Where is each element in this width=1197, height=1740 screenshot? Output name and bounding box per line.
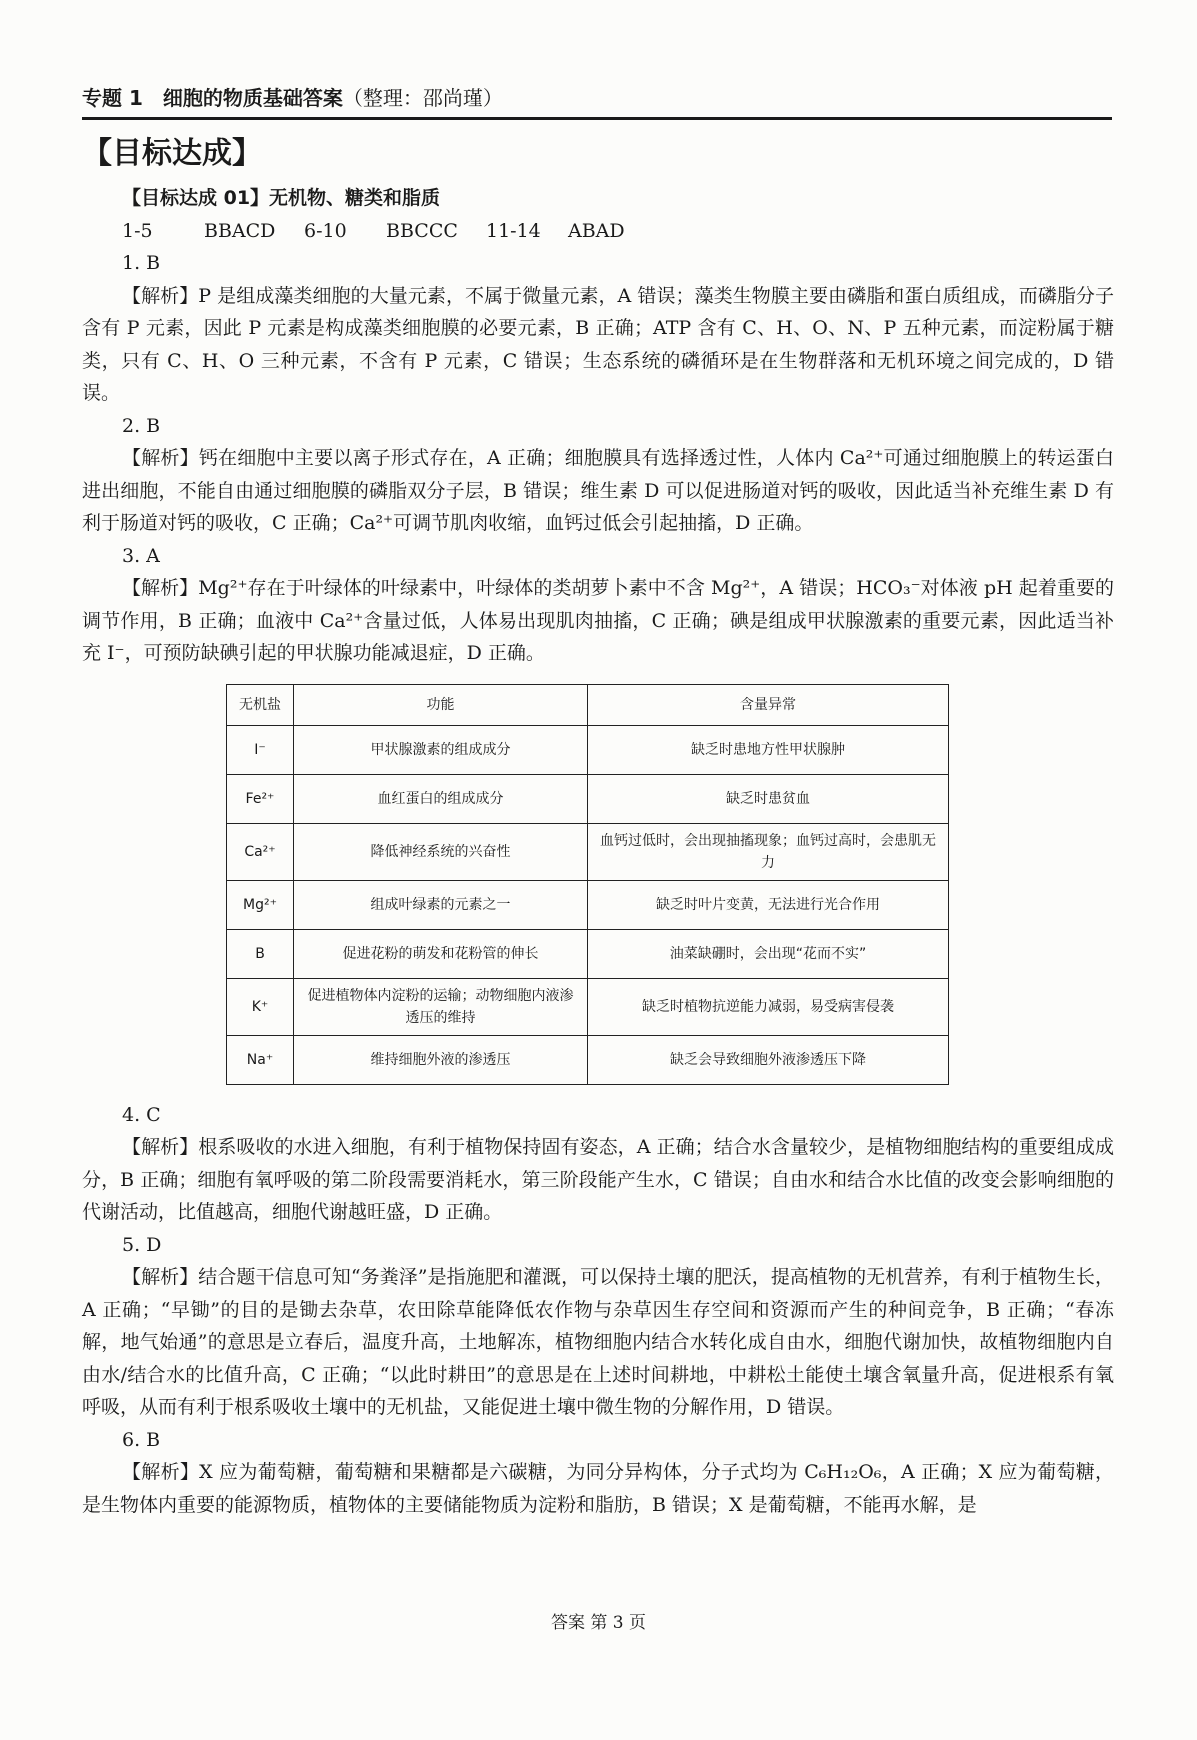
table-cell: 促进植物体内淀粉的运输；动物细胞内液渗透压的维持 xyxy=(294,978,588,1035)
page-header xyxy=(82,82,1112,120)
table-row xyxy=(227,880,949,929)
item-explanation: 【解析】结合题干信息可知“务粪泽”是指施肥和灌溉，可以保持土壤的肥沃，提高植物的无机营养，有利于植物生长，A 正确；“早锄”的目的是锄去杂草，农田除草能降低农作物与杂草因生存空间和资源而产生的种间竞争，B 正确；“春冻解，地气始通”的意思是立春后，温度升高，土地解冻，植物细胞内结合水转化成自由水，细胞代谢加快，故植物细胞内自由水/结合水的比值升高，C 正确；“以此时耕田”的意思是在上述时间耕地，中耕松土能使土壤含氧量升高，促进根系有氧呼吸，从而有利于根系吸收土壤中的无机盐，又能促进土壤中微生物的分解作用，D 错误。 xyxy=(82,1266,1114,1418)
answer-range: 1-5 xyxy=(122,219,153,242)
header-note: （整理：邵尚瑾） xyxy=(342,86,503,110)
item-explanation: 【解析】X 应为葡萄糖，葡萄糖和果糖都是六碳糖，为同分异构体，分子式均为 C₆H₁₂O₆，A 正确；X 应为葡萄糖，是生物体内重要的能源物质，植物体的主要储能物质为淀粉和脂肪，B 错误；X 是葡萄糖，不能再水解，是 xyxy=(82,1461,1114,1516)
table-header: 无机盐 xyxy=(227,684,294,725)
table-cell: B xyxy=(227,929,294,978)
table-row xyxy=(227,1035,949,1084)
answer-range: 11-14 xyxy=(486,219,541,242)
item-number: 4. C xyxy=(122,1103,161,1126)
table-cell: 甲状腺激素的组成成分 xyxy=(294,725,588,774)
item-number: 3. A xyxy=(122,544,160,567)
document-body xyxy=(82,182,1114,1521)
table-row xyxy=(227,774,949,823)
answer-letters: BBCCC xyxy=(386,219,458,242)
answer-letters: ABAD xyxy=(568,219,625,242)
table-header: 含量异常 xyxy=(588,684,949,725)
table-cell: 降低神经系统的兴奋性 xyxy=(294,823,588,880)
table-cell: 维持细胞外液的渗透压 xyxy=(294,1035,588,1084)
table-cell: Na⁺ xyxy=(227,1035,294,1084)
item-explanation: 【解析】P 是组成藻类细胞的大量元素，不属于微量元素，A 错误；藻类生物膜主要由磷脂和蛋白质组成，而磷脂分子含有 P 元素，因此 P 元素是构成藻类细胞膜的必要元素，B 正确；ATP 含有 C、H、O、N、P 五种元素，而淀粉属于糖类，只有 C、H、O 三种元素，不含有 P 元素，C 错误；生态系统的磷循环是在生物群落和无机环境之间完成的，D 错误。 xyxy=(82,284,1114,404)
table-header: 功能 xyxy=(294,684,588,725)
table-cell: 促进花粉的萌发和花粉管的伸长 xyxy=(294,929,588,978)
table-cell: 缺乏时患地方性甲状腺肿 xyxy=(588,725,949,774)
item-explanation: 【解析】钙在细胞中主要以离子形式存在，A 正确；细胞膜具有选择透过性，人体内 Ca²⁺可通过细胞膜上的转运蛋白进出细胞，不能自由通过细胞膜的磷脂双分子层，B 错误；维生素 D 可以促进肠道对钙的吸收，因此适当补充维生素 D 有利于肠道对钙的吸收，C 正确；Ca²⁺可调节肌肉收缩，血钙过低会引起抽搐，D 正确。 xyxy=(82,447,1114,534)
item-explanation: 【解析】根系吸收的水进入细胞，有利于植物保持固有姿态，A 正确；结合水含量较少，是植物细胞结构的重要组成成分，B 正确；细胞有氧呼吸的第二阶段需要消耗水，第三阶段能产生水，C 错误；自由水和结合水比值的改变会影响细胞的代谢活动，比值越高，细胞代谢越旺盛，D 正确。 xyxy=(82,1136,1114,1223)
item-number: 5. D xyxy=(122,1233,162,1256)
table-cell: Ca²⁺ xyxy=(227,823,294,880)
table-cell: 血红蛋白的组成成分 xyxy=(294,774,588,823)
table-cell: 缺乏会导致细胞外液渗透压下降 xyxy=(588,1035,949,1084)
table-cell: 缺乏时植物抗逆能力减弱，易受病害侵袭 xyxy=(588,978,949,1035)
table-row xyxy=(227,929,949,978)
inorganic-salts-table xyxy=(226,684,949,1085)
page-footer: 答案 第 3 页 xyxy=(550,1613,647,1633)
item-number: 6. B xyxy=(122,1428,161,1451)
table-cell: I⁻ xyxy=(227,725,294,774)
table-cell: 缺乏时叶片变黄，无法进行光合作用 xyxy=(588,880,949,929)
answer-letters: BBACD xyxy=(204,219,276,242)
table-row xyxy=(227,725,949,774)
table-cell: 油菜缺硼时，会出现“花而不实” xyxy=(588,929,949,978)
header-title: 专题 1 细胞的物质基础答案 xyxy=(82,86,343,110)
item-number: 1. B xyxy=(122,252,161,274)
table-cell: Mg²⁺ xyxy=(227,880,294,929)
table-cell: K⁺ xyxy=(227,978,294,1035)
table-header-row xyxy=(227,684,949,725)
answer-range: 6-10 xyxy=(304,219,347,242)
item-explanation: 【解析】Mg²⁺存在于叶绿体的叶绿素中，叶绿体的类胡萝卜素中不含 Mg²⁺，A 错误；HCO₃⁻对体液 pH 起着重要的调节作用，B 正确；血液中 Ca²⁺含量过低，人体易出现肌肉抽搐，C 正确；碘是组成甲状腺激素的重要元素，因此适当补充 I⁻，可预防缺碘引起的甲状腺功能减退症，D 正确。 xyxy=(82,577,1114,664)
section-title: 【目标达成】 xyxy=(82,136,262,171)
table-cell: 组成叶绿素的元素之一 xyxy=(294,880,588,929)
table-row xyxy=(227,978,949,1035)
table-cell: 缺乏时患贫血 xyxy=(588,774,949,823)
answer-key xyxy=(82,215,1114,248)
subsection-heading: 【目标达成 01】无机物、糖类和脂质 xyxy=(122,187,441,209)
item-number: 2. B xyxy=(122,414,161,437)
table-row xyxy=(227,823,949,880)
table-cell: Fe²⁺ xyxy=(227,774,294,823)
table-cell: 血钙过低时，会出现抽搐现象；血钙过高时，会患肌无力 xyxy=(588,823,949,880)
